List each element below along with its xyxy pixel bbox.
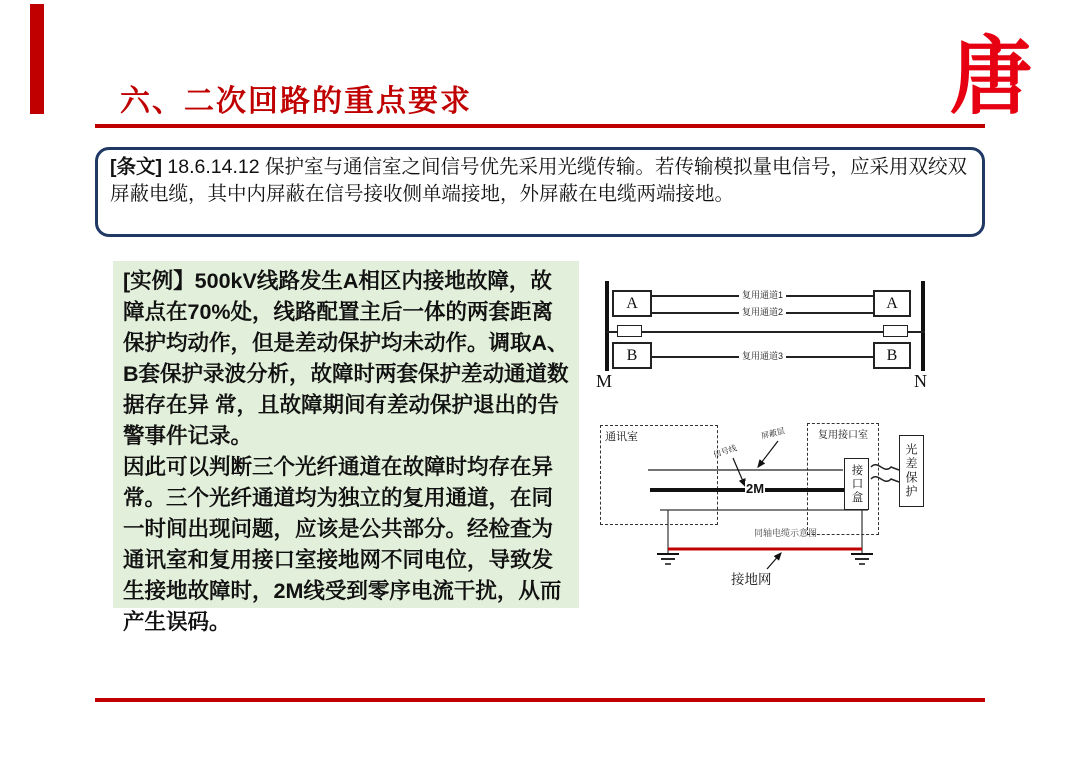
station-n-label: N	[914, 371, 927, 391]
example-box	[113, 261, 579, 634]
coax-cable-note: 同轴电缆示意图	[753, 528, 817, 538]
relay-b-left: B	[612, 342, 652, 369]
clause-label: [条文]	[110, 156, 162, 178]
channels-diagram	[595, 275, 940, 397]
fuse-symbol-right	[883, 325, 908, 337]
title-divider	[95, 124, 985, 128]
middle-wire	[607, 331, 925, 333]
clause-box	[95, 147, 985, 237]
bus-bar-n	[921, 281, 925, 371]
example-paragraph-1	[123, 266, 569, 452]
grounding-diagram	[595, 408, 990, 600]
optical-diff-protection-label: 光差保护	[904, 443, 918, 499]
example-paragraph-2	[123, 452, 569, 638]
example-text-2: 因此可以判断三个光纤通道在故障时均存在异常。三个光纤通道均为独立的复用通道，在同 一时间出现问题，应该是公共部分。经检查为通讯室和复用接口室接地网不同电位，导致发生接地故障时，2M线受到零序电流干扰，从而产生误码。	[123, 455, 562, 634]
grounding-diagram-lines	[595, 408, 990, 600]
bus-bar-m	[605, 281, 609, 371]
relay-a-left: A	[612, 290, 652, 317]
station-m-label: M	[596, 371, 613, 391]
example-label: [实例】	[123, 269, 195, 293]
telecom-room-label: 通讯室	[605, 431, 638, 443]
example-text-1: 500kV线路发生A相区内接地故障，故障点在70%处，线路配置主后一体的两套距离保护均动作，但是差动保护均未动作。调取A、B套保护录波分析，故障时两套保护差动通道数据存在异 常，且故障期间有差动保护退出的告警事件记录。	[123, 269, 569, 448]
interface-box	[844, 458, 869, 510]
shield-wire-label: 屏蔽层	[760, 426, 786, 441]
channel3-label: 复用通道3	[652, 349, 873, 362]
channel2-label: 复用通道2	[652, 305, 873, 318]
corner-accent-bar	[30, 4, 44, 114]
page-title: 六、二次回路的重点要求	[120, 85, 472, 118]
bottom-divider	[95, 698, 985, 702]
signal-wire-label: 信号线	[712, 443, 738, 460]
ground-net-label: 接地网	[731, 572, 772, 587]
optical-diff-protection-box	[899, 435, 924, 507]
clause-text: 18.6.14.12 保护室与通信室之间信号优先采用光缆传输。若传输模拟量电信号，应采用双绞双屏蔽电缆，其中内屏蔽在信号接收侧单端接地，外屏蔽在电缆两端接地。	[110, 156, 968, 205]
relay-b-right: B	[873, 342, 911, 369]
fuse-symbol-left	[617, 325, 642, 337]
interface-box-label: 接口盒	[850, 463, 863, 505]
2m-line-label: 2M	[746, 481, 765, 496]
datang-logo-icon: 唐	[949, 30, 1032, 125]
channel1-label: 复用通道1	[652, 288, 873, 301]
mux-interface-room-label: 复用接口室	[818, 430, 868, 441]
relay-a-right: A	[873, 290, 911, 317]
